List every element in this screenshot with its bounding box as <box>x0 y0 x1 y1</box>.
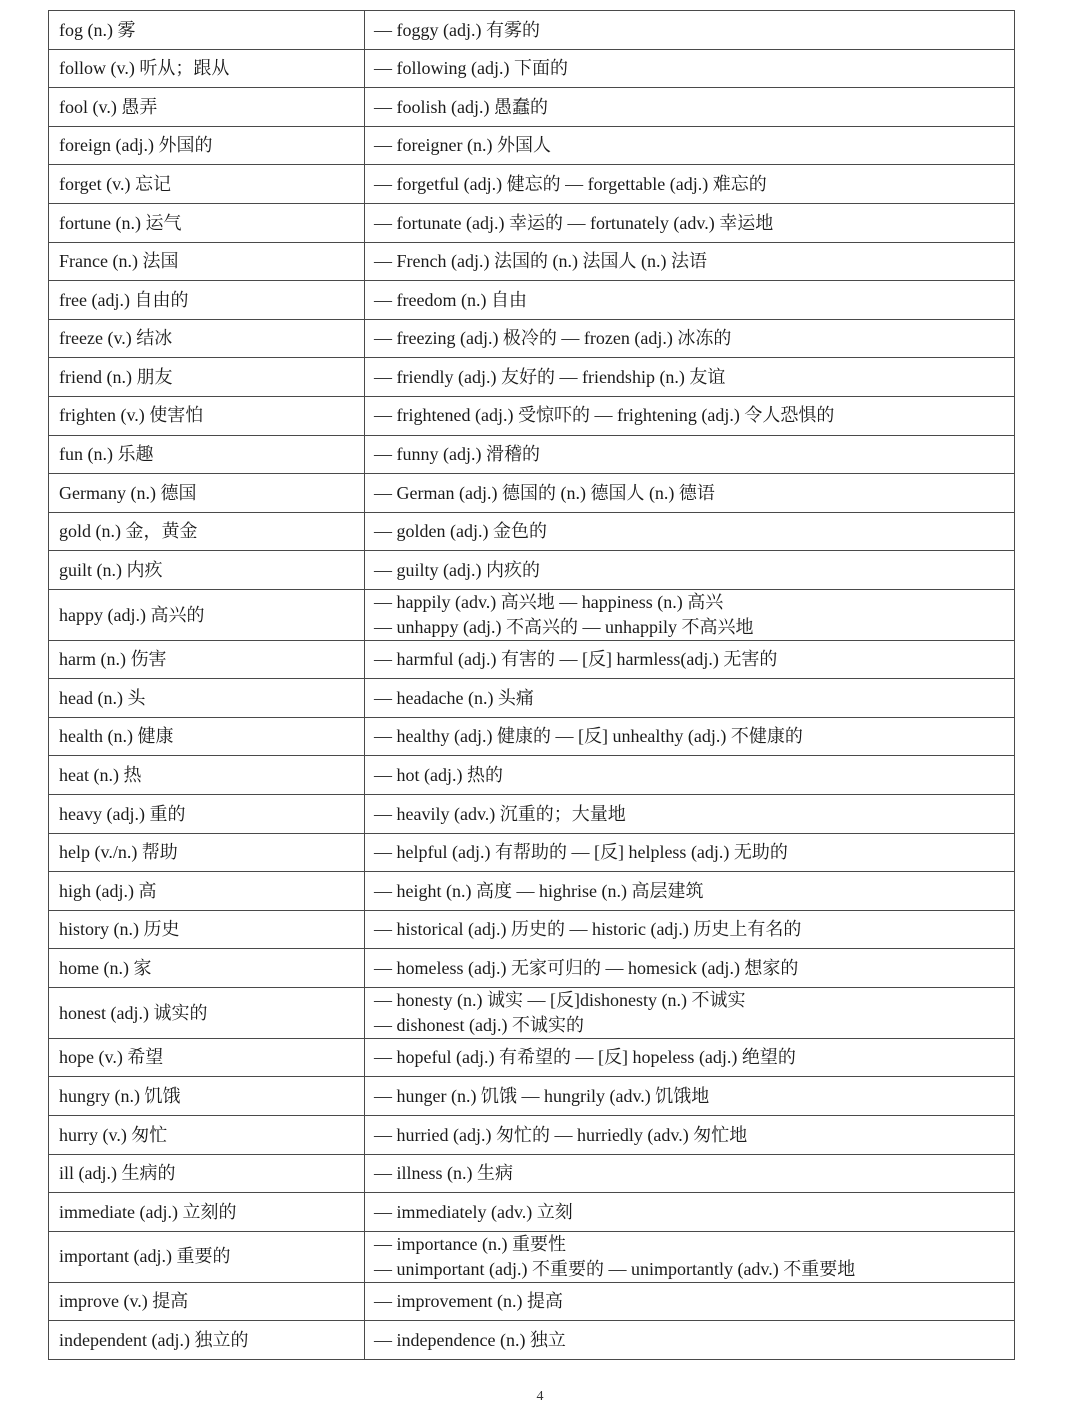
table-row <box>49 1116 1015 1155</box>
table-row <box>49 756 1015 795</box>
derivative-line: — harmful (adj.) 有害的 — [反] harmless(adj.) 无害的 <box>374 649 778 670</box>
table-row <box>49 949 1015 988</box>
derivatives-cell <box>365 88 1015 127</box>
headword-cell: immediate (adj.) 立刻的 <box>49 1193 365 1232</box>
derivative-line: — improvement (n.) 提高 <box>374 1291 563 1312</box>
derivatives-cell <box>365 1154 1015 1193</box>
derivative-line: — freezing (adj.) 极冷的 — frozen (adj.) 冰冻的 <box>374 328 732 349</box>
derivative-line: — independence (n.) 独立 <box>374 1329 566 1350</box>
headword-cell: freeze (v.) 结冰 <box>49 319 365 358</box>
derivative-line: — honesty (n.) 诚实 — [反]dishonesty (n.) 不诚实 <box>374 990 746 1011</box>
derivative-line: — unimportant (adj.) 不重要的 — unimportantly (adv.) 不重要地 <box>374 1258 856 1279</box>
headword-cell: ill (adj.) 生病的 <box>49 1154 365 1193</box>
headword-cell: important (adj.) 重要的 <box>49 1231 365 1282</box>
table-row <box>49 88 1015 127</box>
table-row <box>49 126 1015 165</box>
headword-cell: hungry (n.) 饥饿 <box>49 1077 365 1116</box>
headword-cell: fool (v.) 愚弄 <box>49 88 365 127</box>
derivatives-cell <box>365 319 1015 358</box>
headword-cell: France (n.) 法国 <box>49 242 365 281</box>
table-row <box>49 717 1015 756</box>
table-row <box>49 1154 1015 1193</box>
derivatives-cell <box>365 203 1015 242</box>
derivatives-cell <box>365 1282 1015 1321</box>
derivatives-cell <box>365 165 1015 204</box>
table-row <box>49 49 1015 88</box>
derivatives-cell <box>365 11 1015 50</box>
table-row <box>49 11 1015 50</box>
derivative-line: — illness (n.) 生病 <box>374 1163 513 1184</box>
derivative-line: — hot (adj.) 热的 <box>374 765 503 786</box>
page-number: 4 <box>536 1389 544 1404</box>
derivatives-cell <box>365 833 1015 872</box>
derivatives-cell <box>365 872 1015 911</box>
table-row <box>49 474 1015 513</box>
derivative-line: — happily (adv.) 高兴地 — happiness (n.) 高兴 <box>374 592 724 613</box>
derivative-line: — foggy (adj.) 有雾的 <box>374 19 540 40</box>
derivative-line: — unhappy (adj.) 不高兴的 — unhappily 不高兴地 <box>374 616 754 637</box>
derivative-line: — golden (adj.) 金色的 <box>374 521 547 542</box>
headword-cell: independent (adj.) 独立的 <box>49 1321 365 1360</box>
table-row <box>49 679 1015 718</box>
derivatives-cell <box>365 640 1015 679</box>
derivative-line: — French (adj.) 法国的 (n.) 法国人 (n.) 法语 <box>374 251 707 272</box>
headword-cell: honest (adj.) 诚实的 <box>49 988 365 1039</box>
derivatives-cell <box>365 551 1015 590</box>
table-row <box>49 435 1015 474</box>
derivative-line: — immediately (adv.) 立刻 <box>374 1201 573 1222</box>
derivative-line: — hunger (n.) 饥饿 — hungrily (adv.) 饥饿地 <box>374 1085 710 1106</box>
derivatives-cell <box>365 1321 1015 1360</box>
table-row <box>49 242 1015 281</box>
derivative-line: — foreigner (n.) 外国人 <box>374 135 551 156</box>
headword-cell: frighten (v.) 使害怕 <box>49 396 365 435</box>
derivatives-cell <box>365 1231 1015 1282</box>
derivative-line: — headache (n.) 头痛 <box>374 687 534 708</box>
derivatives-cell <box>365 281 1015 320</box>
table-row <box>49 589 1015 640</box>
headword-cell: follow (v.) 听从；跟从 <box>49 49 365 88</box>
table-row <box>49 640 1015 679</box>
headword-cell: fog (n.) 雾 <box>49 11 365 50</box>
table-row <box>49 319 1015 358</box>
vocabulary-table-body <box>49 11 1015 1360</box>
table-row <box>49 165 1015 204</box>
derivatives-cell <box>365 795 1015 834</box>
derivatives-cell <box>365 396 1015 435</box>
derivatives-cell <box>365 512 1015 551</box>
derivative-line: — heavily (adv.) 沉重的；大量地 <box>374 803 626 824</box>
table-row <box>49 795 1015 834</box>
derivatives-cell <box>365 1116 1015 1155</box>
headword-cell: improve (v.) 提高 <box>49 1282 365 1321</box>
derivative-line: — historical (adj.) 历史的 — historic (adj.) 历史上有名的 <box>374 919 802 940</box>
headword-cell: history (n.) 历史 <box>49 910 365 949</box>
headword-cell: help (v./n.) 帮助 <box>49 833 365 872</box>
derivatives-cell <box>365 1077 1015 1116</box>
derivatives-cell <box>365 679 1015 718</box>
derivatives-cell <box>365 949 1015 988</box>
headword-cell: health (n.) 健康 <box>49 717 365 756</box>
derivative-line: — importance (n.) 重要性 <box>374 1234 566 1255</box>
derivative-line: — forgetful (adj.) 健忘的 — forgettable (adj.) 难忘的 <box>374 173 767 194</box>
derivative-line: — height (n.) 高度 — highrise (n.) 高层建筑 <box>374 880 704 901</box>
derivatives-cell <box>365 717 1015 756</box>
headword-cell: Germany (n.) 德国 <box>49 474 365 513</box>
headword-cell: friend (n.) 朋友 <box>49 358 365 397</box>
headword-cell: happy (adj.) 高兴的 <box>49 589 365 640</box>
headword-cell: high (adj.) 高 <box>49 872 365 911</box>
table-row <box>49 872 1015 911</box>
derivatives-cell <box>365 242 1015 281</box>
derivative-line: — helpful (adj.) 有帮助的 — [反] helpless (adj.) 无助的 <box>374 842 788 863</box>
derivative-line: — guilty (adj.) 内疚的 <box>374 559 540 580</box>
derivatives-cell <box>365 1038 1015 1077</box>
derivative-line: — homeless (adj.) 无家可归的 — homesick (adj.) 想家的 <box>374 958 799 978</box>
headword-cell: heat (n.) 热 <box>49 756 365 795</box>
headword-cell: home (n.) 家 <box>49 949 365 988</box>
table-row <box>49 1321 1015 1360</box>
derivatives-cell <box>365 126 1015 165</box>
table-row <box>49 1077 1015 1116</box>
derivative-line: — healthy (adj.) 健康的 — [反] unhealthy (adj.) 不健康的 <box>374 726 803 747</box>
headword-cell: gold (n.) 金，黄金 <box>49 512 365 551</box>
table-row <box>49 551 1015 590</box>
derivative-line: — fortunate (adj.) 幸运的 — fortunately (adv.) 幸运地 <box>374 212 774 233</box>
vocabulary-page <box>48 10 1014 1360</box>
headword-cell: head (n.) 头 <box>49 679 365 718</box>
table-row <box>49 910 1015 949</box>
table-row <box>49 396 1015 435</box>
derivative-line: — freedom (n.) 自由 <box>374 289 527 310</box>
table-row <box>49 203 1015 242</box>
table-row <box>49 833 1015 872</box>
derivatives-cell <box>365 756 1015 795</box>
derivatives-cell <box>365 589 1015 640</box>
table-row <box>49 358 1015 397</box>
derivative-line: — frightened (adj.) 受惊吓的 — frightening (adj.) 令人恐惧的 <box>374 405 835 426</box>
derivative-line: — funny (adj.) 滑稽的 <box>374 444 540 465</box>
derivative-line: — dishonest (adj.) 不诚实的 <box>374 1014 584 1035</box>
derivative-line: — German (adj.) 德国的 (n.) 德国人 (n.) 德语 <box>374 482 715 503</box>
headword-cell: guilt (n.) 内疚 <box>49 551 365 590</box>
derivatives-cell <box>365 358 1015 397</box>
derivatives-cell <box>365 1193 1015 1232</box>
headword-cell: harm (n.) 伤害 <box>49 640 365 679</box>
derivatives-cell <box>365 988 1015 1039</box>
table-row <box>49 1193 1015 1232</box>
derivatives-cell <box>365 474 1015 513</box>
headword-cell: foreign (adj.) 外国的 <box>49 126 365 165</box>
table-row <box>49 1282 1015 1321</box>
headword-cell: forget (v.) 忘记 <box>49 165 365 204</box>
derivative-line: — following (adj.) 下面的 <box>374 58 568 79</box>
vocabulary-table <box>48 10 1015 1360</box>
derivatives-cell <box>365 49 1015 88</box>
table-row <box>49 281 1015 320</box>
headword-cell: free (adj.) 自由的 <box>49 281 365 320</box>
headword-cell: fortune (n.) 运气 <box>49 203 365 242</box>
derivatives-cell <box>365 435 1015 474</box>
headword-cell: hurry (v.) 匆忙 <box>49 1116 365 1155</box>
table-row <box>49 988 1015 1039</box>
table-row <box>49 1231 1015 1282</box>
derivative-line: — foolish (adj.) 愚蠢的 <box>374 96 548 117</box>
headword-cell: hope (v.) 希望 <box>49 1038 365 1077</box>
derivative-line: — friendly (adj.) 友好的 — friendship (n.) 友谊 <box>374 366 726 387</box>
derivative-line: — hurried (adj.) 匆忙的 — hurriedly (adv.) 匆忙地 <box>374 1124 748 1145</box>
derivative-line: — hopeful (adj.) 有希望的 — [反] hopeless (adj.) 绝望的 <box>374 1047 796 1068</box>
table-row <box>49 1038 1015 1077</box>
derivatives-cell <box>365 910 1015 949</box>
headword-cell: heavy (adj.) 重的 <box>49 795 365 834</box>
table-row <box>49 512 1015 551</box>
headword-cell: fun (n.) 乐趣 <box>49 435 365 474</box>
